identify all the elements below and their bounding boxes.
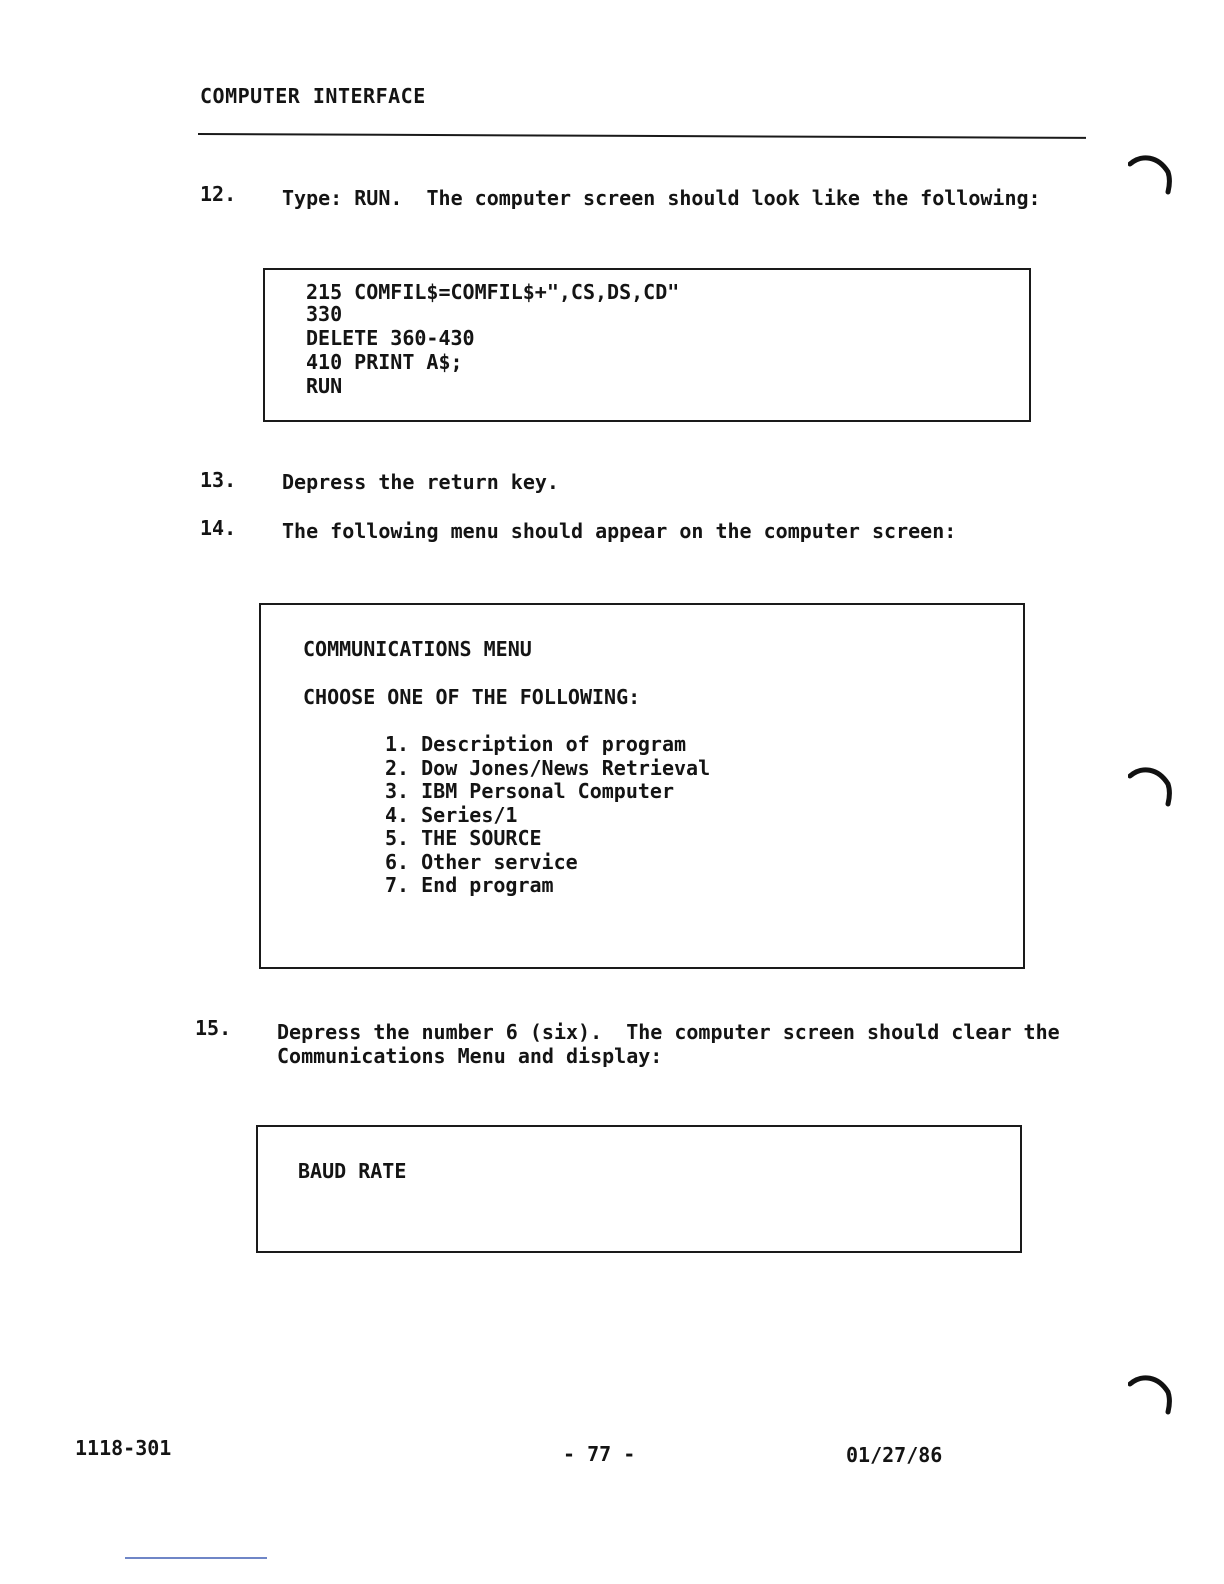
menu-item: 3. IBM Personal Computer bbox=[385, 779, 674, 803]
bottom-edge-line bbox=[125, 1557, 267, 1559]
step-number: 12. bbox=[200, 182, 237, 206]
screen-line: DELETE 360-430 bbox=[306, 326, 475, 350]
document-date: 01/27/86 bbox=[846, 1443, 943, 1467]
step-14 bbox=[200, 516, 1060, 546]
binder-hole-mark-icon bbox=[1128, 1372, 1172, 1416]
page-header: COMPUTER INTERFACE bbox=[200, 84, 426, 108]
screen-line: 215 COMFIL$=COMFIL$+",CS,DS,CD" bbox=[306, 280, 680, 304]
binder-hole-mark-icon bbox=[1128, 152, 1172, 196]
step-15 bbox=[195, 1016, 1065, 1072]
step-text: Communications Menu and display: bbox=[277, 1044, 663, 1068]
step-13 bbox=[200, 468, 1060, 498]
menu-item: 7. End program bbox=[385, 873, 554, 897]
step-text: Depress the number 6 (six). The computer screen should clear the bbox=[277, 1020, 1060, 1044]
menu-item: 1. Description of program bbox=[385, 732, 687, 756]
screen-display-baud-rate bbox=[256, 1125, 1022, 1253]
menu-prompt: CHOOSE ONE OF THE FOLLOWING: bbox=[303, 685, 641, 709]
step-text: Type: RUN. The computer screen should look like the following: bbox=[282, 186, 1041, 210]
step-number: 14. bbox=[200, 516, 237, 540]
binder-hole-mark-icon bbox=[1128, 764, 1172, 808]
menu-title: COMMUNICATIONS MENU bbox=[303, 637, 532, 661]
screen-display-communications-menu bbox=[259, 603, 1025, 969]
step-text: Depress the return key. bbox=[282, 470, 559, 494]
document-number: 1118-301 bbox=[75, 1436, 172, 1460]
screen-line: 330 bbox=[306, 302, 343, 326]
step-text: The following menu should appear on the computer screen: bbox=[282, 519, 957, 543]
baud-rate-label: BAUD RATE bbox=[298, 1159, 407, 1183]
step-number: 15. bbox=[195, 1016, 232, 1040]
menu-item: 6. Other service bbox=[385, 850, 578, 874]
screen-display-run bbox=[263, 268, 1031, 422]
screen-line: RUN bbox=[306, 374, 343, 398]
menu-item: 5. THE SOURCE bbox=[385, 826, 542, 850]
screen-line: 410 PRINT A$; bbox=[306, 350, 463, 374]
menu-item: 4. Series/1 bbox=[385, 803, 518, 827]
step-12 bbox=[200, 182, 1060, 212]
header-divider bbox=[198, 133, 1086, 139]
page-number: - 77 - bbox=[563, 1442, 636, 1466]
menu-item: 2. Dow Jones/News Retrieval bbox=[385, 756, 711, 780]
step-number: 13. bbox=[200, 468, 237, 492]
